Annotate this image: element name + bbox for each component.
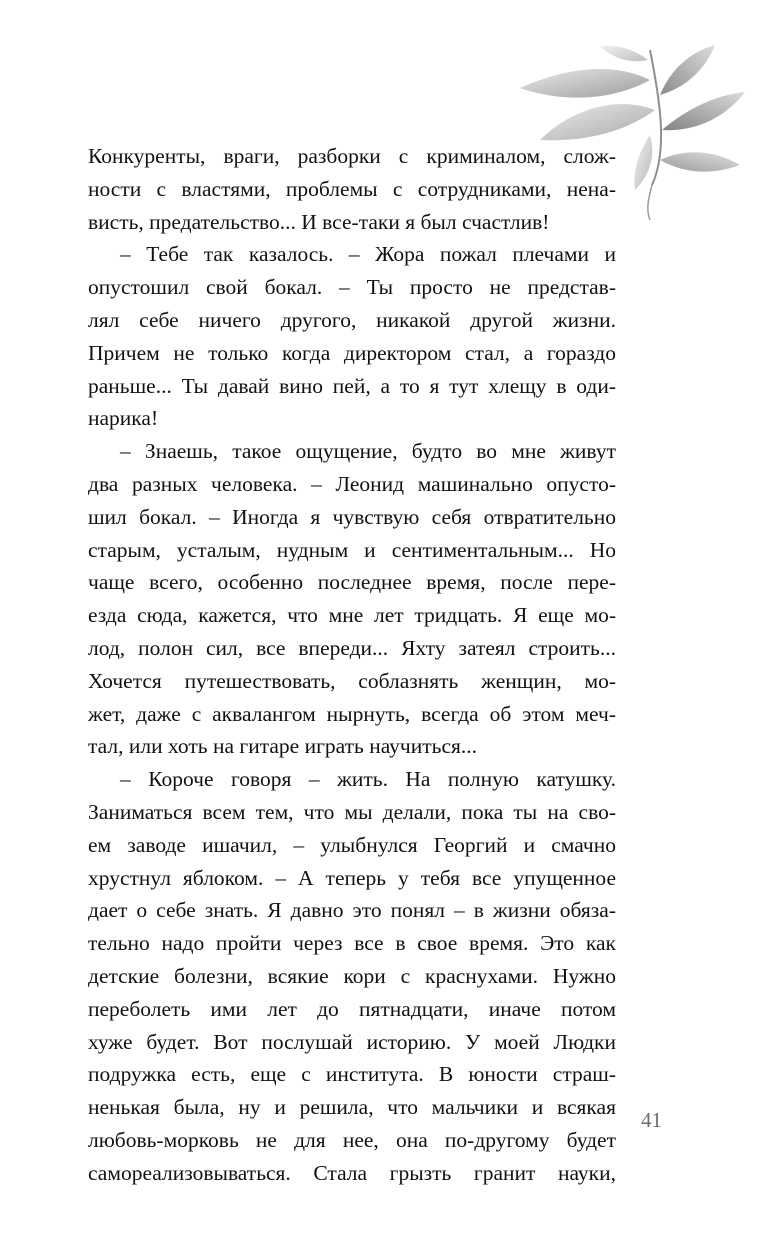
text-line: дает о себе знать. Я давно это понял – в жизни обяза- [88, 898, 616, 923]
text-line: ности с властями, проблемы с сотрудниками, нена- [88, 176, 616, 201]
text-line: ненькая была, ну и решила, что мальчики и всякая [88, 1095, 616, 1120]
text-line: чаще всего, особенно последнее время, после пере- [88, 570, 616, 595]
text-line: ем заводе ишачил, – улыбнулся Георгий и смачно [88, 832, 616, 857]
text-line: нарика! [88, 406, 159, 431]
text-line: лял себе ничего другого, никакой другой жизни. [88, 307, 616, 332]
text-line: хуже будет. Вот послушай историю. У моей Людки [88, 1029, 616, 1054]
text-line: Конкуренты, враги, разборки с криминалом, слож- [88, 144, 616, 168]
text-line: детские болезни, всякие кори с краснухами. Нужно [88, 963, 616, 988]
text-line: Причем не только когда директором стал, а гораздо [88, 340, 616, 365]
text-line: самореализовываться. Стала грызть гранит науки, [88, 1160, 616, 1185]
text-line: жет, даже с аквалангом нырнуть, всегда об этом меч- [88, 701, 616, 726]
text-line: – Знаешь, такое ощущение, будто во мне живут [120, 439, 616, 464]
text-line: подружка есть, еще с института. В юности страш- [88, 1062, 616, 1087]
body-text [88, 140, 616, 1190]
text-line: Хочется путешествовать, соблазнять женщин, мо- [88, 668, 616, 693]
text-line: два разных человека. – Леонид машинально опусто- [88, 471, 616, 496]
text-line: висть, предательство... И все-таки я был счастлив! [88, 209, 550, 234]
text-line: – Короче говоря – жить. На полную катушку. [120, 767, 616, 792]
text-line: лод, полон сил, все впереди... Яхту затеял строить... [88, 635, 616, 660]
text-line: хрустнул яблоком. – А теперь у тебя все упущенное [88, 865, 616, 890]
text-line: Заниматься всем тем, что мы делали, пока ты на сво- [88, 799, 616, 824]
text-line: переболеть ими лет до пятнадцати, иначе потом [88, 996, 616, 1021]
text-line: тельно надо пройти через все в свое время. Это как [88, 931, 616, 956]
text-line: тал, или хоть на гитаре играть научиться... [88, 734, 477, 759]
text-line: опустошил свой бокал. – Ты просто не представ- [88, 275, 616, 300]
page-number: 41 [641, 1108, 662, 1132]
text-line: езда сюда, кажется, что мне лет тридцать. Я еще мо- [88, 603, 616, 628]
text-line: раньше... Ты давай вино пей, а то я тут хлещу в оди- [88, 373, 616, 398]
text-line: старым, усталым, нудным и сентиментальным... Но [88, 537, 616, 562]
text-line: любовь-морковь не для нее, она по-другому будет [88, 1127, 616, 1152]
text-line: – Тебе так казалось. – Жора пожал плечами и [120, 242, 616, 267]
text-line: шил бокал. – Иногда я чувствую себя отвратительно [88, 504, 616, 529]
